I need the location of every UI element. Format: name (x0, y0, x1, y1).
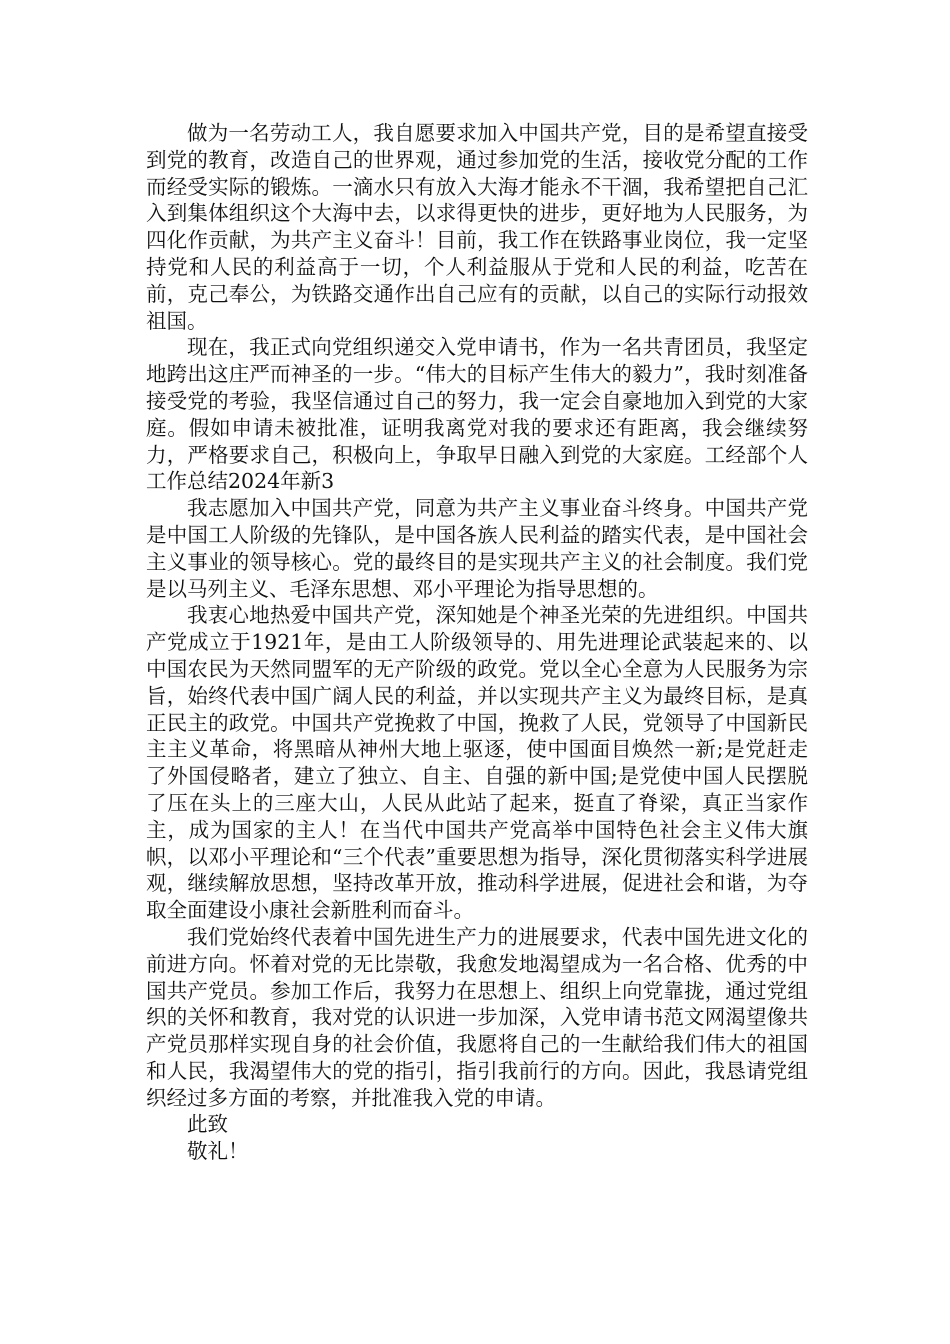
paragraph-1: 做为一名劳动工人，我自愿要求加入中国共产党，目的是希望直接受到党的教育，改造自己的世界观，通过参加党的生活，接收党分配的工作而经受实际的锻炼。一滴水只有放入大海才能永不干涸，我希望把自己汇入到集体组织这个大海中去，以求得更快的进步，更好地为人民服务，为四化作贡献，为共产主义奋斗！目前，我工作在铁路事业岗位，我一定坚持党和人民的利益高于一切，个人利益服从于党和人民的利益，吃苦在前，克己奉公，为铁路交通作出自己应有的贡献，以自己的实际行动报效祖国。 (146, 121, 808, 333)
paragraph-5: 我们党始终代表着中国先进生产力的进展要求，代表中国先进文化的前进方向。怀着对党的无比崇敬，我愈发地渴望成为一名合格、优秀的中国共产党员。参加工作后，我努力在思想上、组织上向党靠拢，通过党组织的关怀和教育，我对党的认识进一步加深，入党申请书范文网渴望像共产党员那样实现自身的社会价值，我愿将自己的一生献给我们伟大的祖国和人民，我渴望伟大的党的指引，指引我前行的方向。因此，我恳请党组织经过多方面的考察，并批准我入党的申请。 (146, 924, 808, 1110)
paragraph-4: 我衷心地热爱中国共产党，深知她是个神圣光荣的先进组织。中国共产党成立于1921年，是由工人阶级领导的、用先进理论武装起来的、以中国农民为天然同盟军的无产阶级的政党。党以全心全意为人民服务为宗旨，始终代表中国广阔人民的利益，并以实现共产主义为最终目标，是真正民主的政党。中国共产党挽救了中国，挽救了人民，党领导了中国新民主主义革命，将黑暗从神州大地上驱逐，使中国面目焕然一新;是党赶走了外国侵略者，建立了独立、自主、自强的新中国;是党使中国人民摆脱了压在头上的三座大山，人民从此站了起来，挺直了脊梁，真正当家作主，成为国家的主人！在当代中国共产党高举中国特色社会主义伟大旗帜，以邓小平理论和“三个代表”重要思想为指导，深化贯彻落实科学进展观，继续解放思想，坚持改革开放，推动科学进展，促进社会和谐，为夺取全面建设小康社会新胜利而奋斗。 (146, 603, 808, 923)
letter-body (146, 120, 808, 1165)
closing-regards: 敬礼！ (187, 1139, 249, 1164)
paragraph-3: 我志愿加入中国共产党，同意为共产主义事业奋斗终身。中国共产党是中国工人阶级的先锋队，是中国各族人民利益的踏实代表，是中国社会主义事业的领导核心。党的最终目的是实现共产主义的社会制度。我们党是以马列主义、毛泽东思想、邓小平理论为指导思想的。 (146, 496, 808, 601)
paragraph-2: 现在，我正式向党组织递交入党申请书，作为一名共青团员，我坚定地跨出这庄严而神圣的一步。“伟大的目标产生伟大的毅力”，我时刻准备接受党的考验，我坚信通过自己的努力，我一定会自豪地加入到党的大家庭。假如申请未被批准，证明我离党对我的要求还有距离，我会继续努力，严格要求自己，积极向上，争取早日融入到党的大家庭。工经部个人工作总结2024年新3 (146, 335, 808, 494)
closing-salutation: 此致 (187, 1112, 228, 1137)
